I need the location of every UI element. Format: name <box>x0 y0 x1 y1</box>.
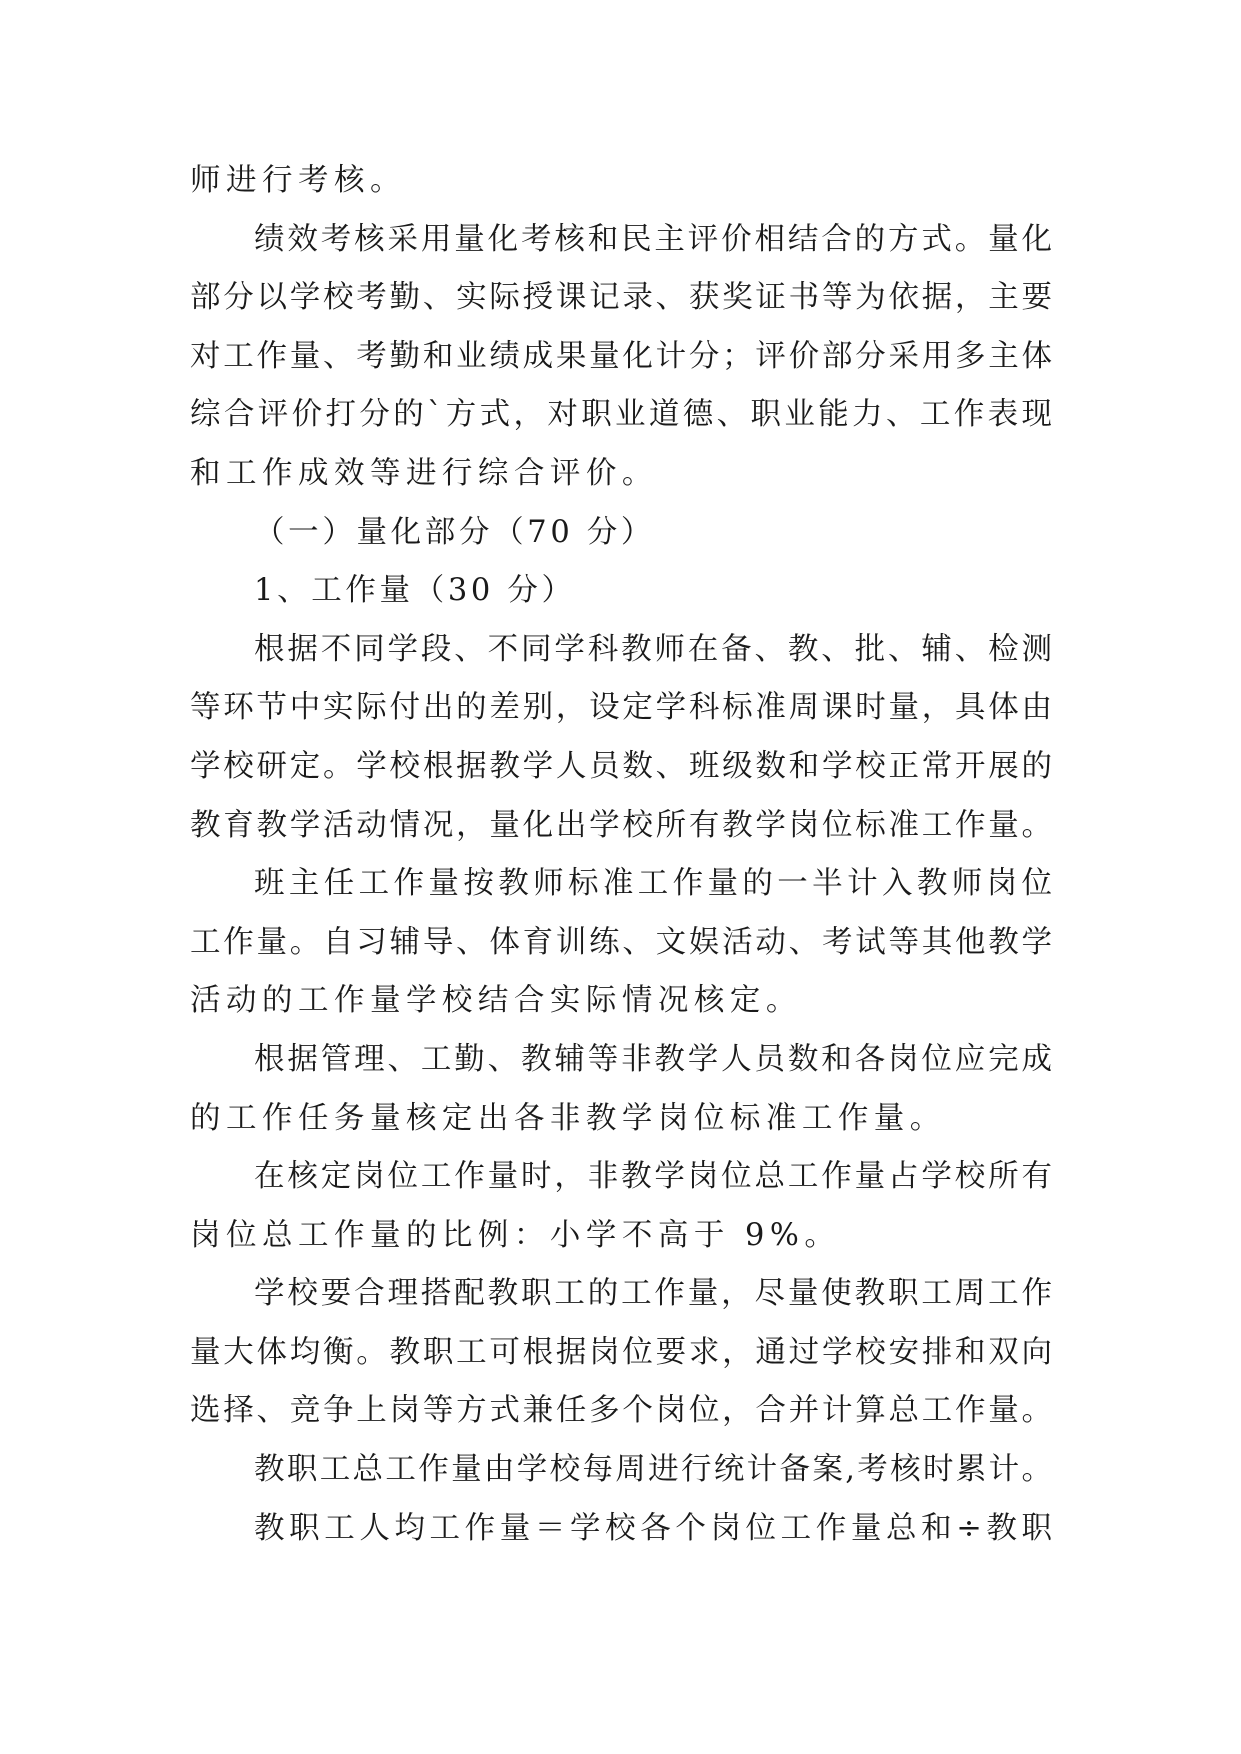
paragraph-line: 在核定岗位工作量时，非教学岗位总工作量占学校所有 <box>254 1159 1052 1195</box>
paragraph-line: 绩效考核采用量化考核和民主评价相结合的方式。量化 <box>254 221 1052 257</box>
section-heading-line: 1、工作量（30 分） <box>254 573 576 609</box>
paragraph-line: 根据管理、工勤、教辅等非教学人员数和各岗位应完成 <box>254 1041 1052 1077</box>
paragraph-line: 和工作成效等进行综合评价。 <box>190 455 658 491</box>
paragraph-line: 师进行考核。 <box>190 163 406 198</box>
paragraph-line: 选择、竞争上岗等方式兼任多个岗位，合并计算总工作量。 <box>190 1393 1052 1429</box>
paragraph-line: 综合评价打分的`方式，对职业道德、职业能力、工作表现 <box>190 397 1052 433</box>
paragraph-line: 学校要合理搭配教职工的工作量，尽量使教职工周工作 <box>254 1276 1052 1312</box>
paragraph-line: 教职工总工作量由学校每周进行统计备案,考核时累计。 <box>254 1452 1052 1488</box>
paragraph-line: 班主任工作量按教师标准工作量的一半计入教师岗位 <box>254 866 1052 902</box>
paragraph-line: 学校研定。学校根据教学人员数、班级数和学校正常开展的 <box>190 748 1052 784</box>
paragraph-line: 工作量。自习辅导、体育训练、文娱活动、考试等其他教学 <box>190 924 1052 960</box>
paragraph-line: 等环节中实际付出的差别，设定学科标准周课时量，具体由 <box>190 690 1052 726</box>
paragraph-line: 教职工人均工作量＝学校各个岗位工作量总和÷教职 <box>254 1510 1052 1546</box>
section-heading-line: （一）量化部分（70 分） <box>254 514 656 550</box>
paragraph-line: 对工作量、考勤和业绩成果量化计分；评价部分采用多主体 <box>190 338 1052 374</box>
paragraph-line: 教育教学活动情况，量化出学校所有教学岗位标准工作量。 <box>190 807 1052 843</box>
paragraph-line: 活动的工作量学校结合实际情况核定。 <box>190 983 802 1019</box>
document-body <box>190 152 1052 1558</box>
paragraph-line: 岗位总工作量的比例：小学不高于 9%。 <box>190 1217 841 1253</box>
paragraph-line: 根据不同学段、不同学科教师在备、教、批、辅、检测 <box>254 631 1052 667</box>
paragraph-line: 量大体均衡。教职工可根据岗位要求，通过学校安排和双向 <box>190 1334 1052 1370</box>
paragraph-line: 部分以学校考勤、实际授课记录、获奖证书等为依据，主要 <box>190 280 1052 316</box>
paragraph-line: 的工作任务量核定出各非教学岗位标准工作量。 <box>190 1100 946 1136</box>
